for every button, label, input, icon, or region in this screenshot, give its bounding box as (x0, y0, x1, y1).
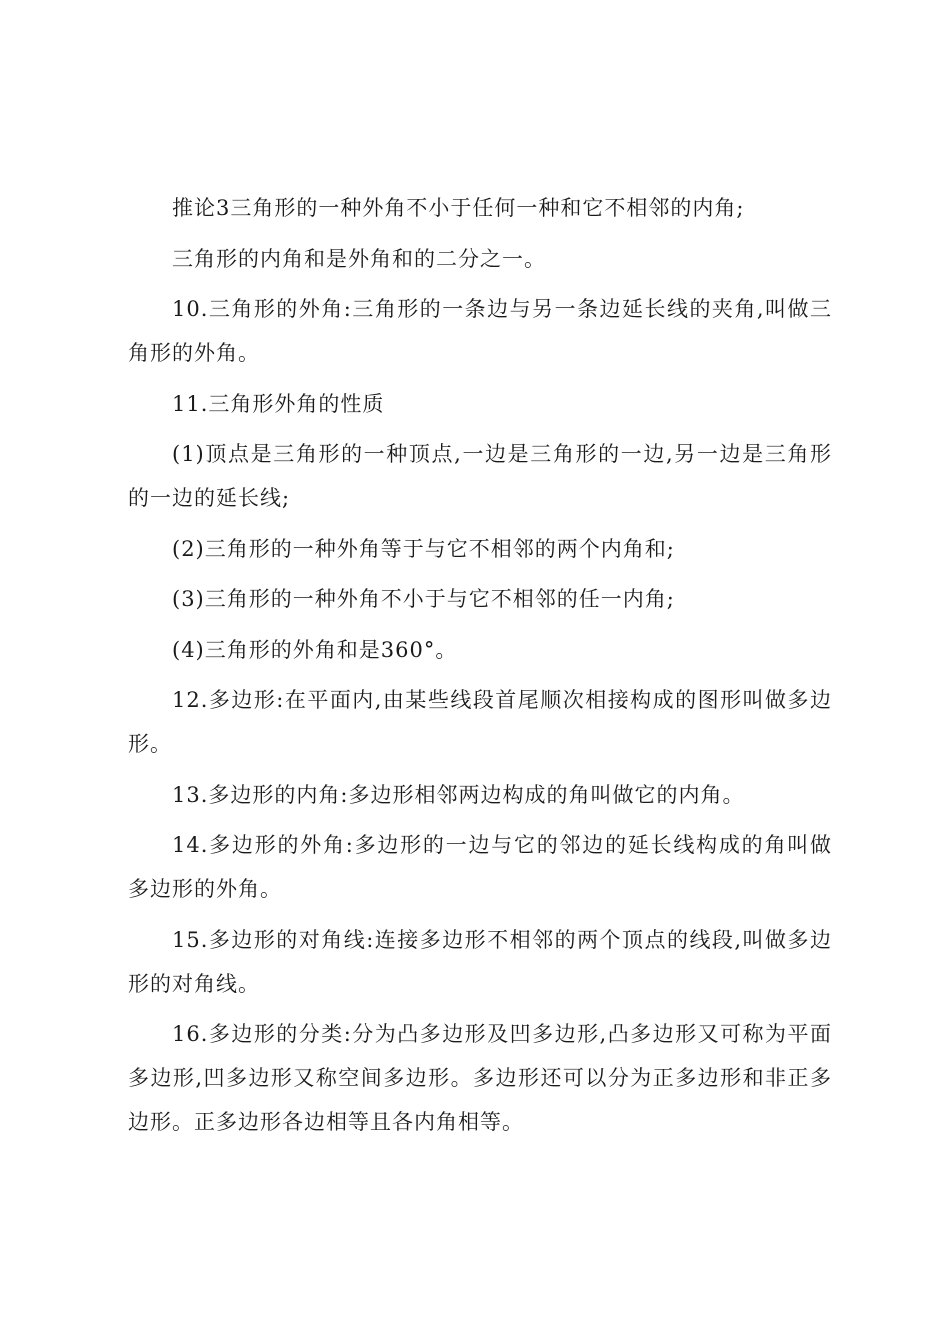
paragraph-angle-sum-ratio: 三角形的内角和是外角和的二分之一。 (172, 246, 546, 271)
paragraph-item-15: 15.多边形的对角线:连接多边形不相邻的两个顶点的线段,叫做多边形的对角线。 (128, 927, 832, 996)
paragraph-item-11-4: (4)三角形的外角和是360°。 (172, 637, 458, 662)
paragraph-item-12: 12.多边形:在平面内,由某些线段首尾顺次相接构成的图形叫做多边形。 (128, 688, 832, 756)
paragraph-item-11-1: (1)顶点是三角形的一种顶点,一边是三角形的一边,另一边是三角形的一边的延长线; (128, 442, 832, 510)
paragraph-item-11-3: (3)三角形的一种外角不小于与它不相邻的任一内角; (172, 587, 675, 611)
paragraph-item-11-2: (2)三角形的一种外角等于与它不相邻的两个内角和; (172, 536, 675, 561)
paragraph-item-16: 16.多边形的分类:分为凸多边形及凹多边形,凸多边形又可称为平面多边形,凹多边形又称空间多边形。多边形还可以分为正多边形和非正多边形。正多边形各边相等且各内角相等。 (128, 1022, 832, 1134)
paragraph-item-14: 14.多边形的外角:多边形的一边与它的邻边的延长线构成的角叫做多边形的外角。 (128, 833, 832, 901)
paragraph-item-13: 13.多边形的内角:多边形相邻两边构成的角叫做它的内角。 (172, 782, 745, 807)
paragraph-corollary-3: 推论3三角形的一种外角不小于任何一种和它不相邻的内角; (172, 196, 745, 220)
paragraph-item-11: 11.三角形外角的性质 (172, 391, 385, 416)
document-body (128, 186, 832, 1151)
paragraph-item-10: 10.三角形的外角:三角形的一条边与另一条边延长线的夹角,叫做三角形的外角。 (128, 297, 832, 365)
